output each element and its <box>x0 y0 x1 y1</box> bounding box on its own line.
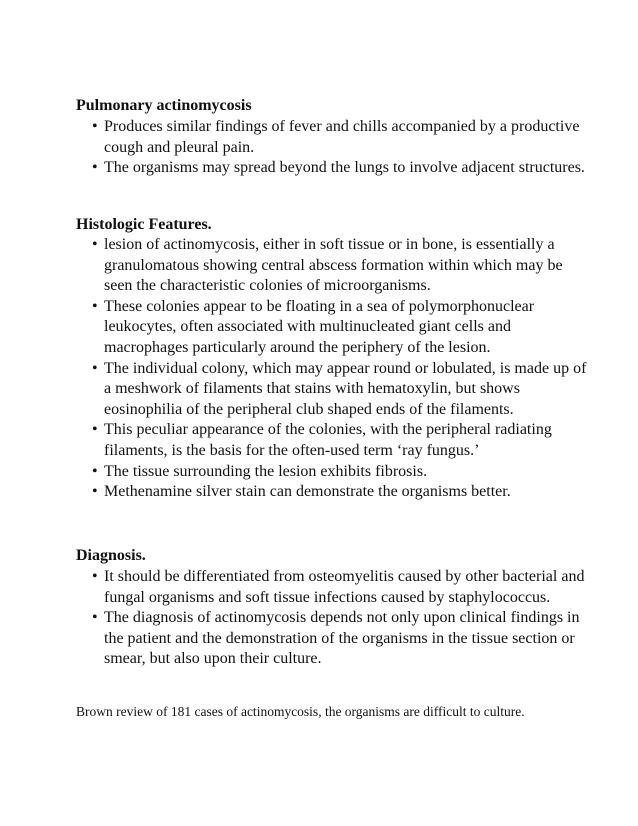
bullet-list-diagnosis <box>92 567 592 670</box>
list-item-text: The diagnosis of actinomycosis depends not only upon clinical findings in the patient and the demonstration of the organisms in the tissue section or smear, but also upon their culture. <box>104 609 580 668</box>
list-item-text: These colonies appear to be floating in a sea of polymorphonuclear leukocytes, often associated with multinucleated giant cells and macrophages particularly around the periphery of the lesion. <box>104 297 535 356</box>
bullet-icon: • <box>92 462 98 480</box>
list-item-text: It should be differentiated from osteomyelitis caused by other bacterial and fungal organisms and soft tissue infections caused by staphylococcus. <box>104 568 585 606</box>
bullet-icon: • <box>92 118 98 135</box>
list-item <box>92 420 592 461</box>
list-item-text: The individual colony, which may appear round or lobulated, is made up of a meshwork of filaments that stains with hematoxylin, but shows eosinophilia of the peripheral club shaped ends of the filaments. <box>104 359 587 418</box>
list-item <box>92 608 592 670</box>
list-item <box>92 297 592 359</box>
footnote: Brown review of 181 cases of actinomycosis, the organisms are difficult to culture. <box>76 704 525 719</box>
list-item-text: The organisms may spread beyond the lungs to involve adjacent structures. <box>104 159 585 177</box>
bullet-list-histologic <box>92 235 592 503</box>
bullet-icon: • <box>92 421 98 439</box>
bullet-icon: • <box>92 297 98 315</box>
list-item <box>92 158 592 179</box>
section-heading-histologic: Histologic Features. <box>76 216 212 233</box>
bullet-icon: • <box>92 236 98 253</box>
bullet-icon: • <box>92 568 98 585</box>
section-heading-pulmonary: Pulmonary actinomycosis <box>76 97 252 114</box>
list-item-text: The tissue surrounding the lesion exhibits fibrosis. <box>104 462 428 480</box>
list-item <box>92 359 592 421</box>
list-item <box>92 462 592 483</box>
bullet-icon: • <box>92 483 98 501</box>
bullet-icon: • <box>92 359 98 377</box>
list-item-text: lesion of actinomycosis, either in soft tissue or in bone, is essentially a granulomatous showing central abscess formation within which may be seen the characteristic colonies of microorganisms. <box>104 236 563 295</box>
list-item <box>92 117 592 158</box>
list-item <box>92 482 592 503</box>
list-item-text: This peculiar appearance of the colonies, with the peripheral radiating filaments, is the basis for the often-used term ‘ray fungus.’ <box>104 421 552 459</box>
bullet-icon: • <box>92 159 98 177</box>
section-heading-diagnosis: Diagnosis. <box>76 547 146 564</box>
list-item <box>92 567 592 608</box>
bullet-icon: • <box>92 609 98 627</box>
list-item-text: Produces similar findings of fever and chills accompanied by a productive cough and pleural pain. <box>104 118 580 156</box>
bullet-list-pulmonary <box>92 117 592 179</box>
list-item-text: Methenamine silver stain can demonstrate the organisms better. <box>104 483 511 501</box>
list-item <box>92 235 592 297</box>
